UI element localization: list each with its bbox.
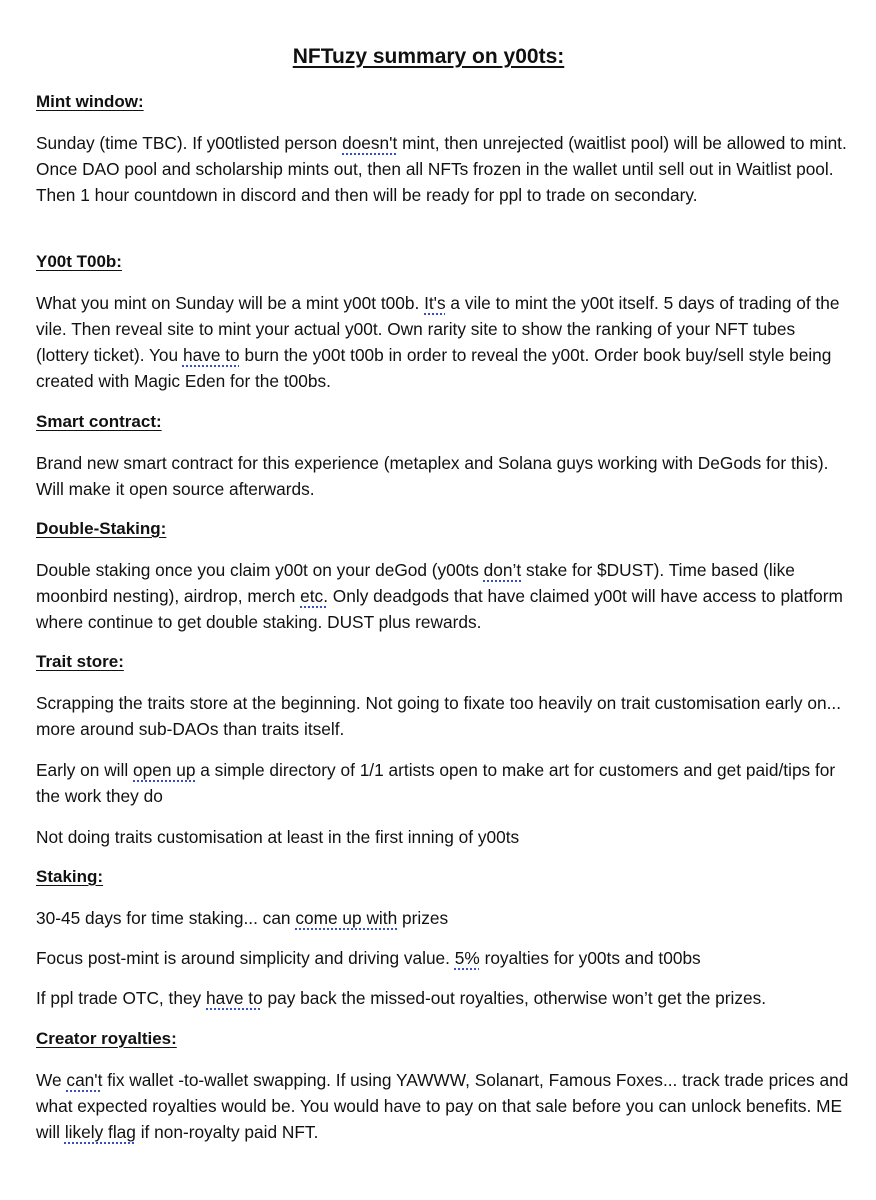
section-paragraph: Not doing traits customisation at least in the first inning of y00ts xyxy=(36,827,520,847)
section-heading: Creator royalties: xyxy=(36,1029,177,1048)
grammar-flagged-word: etc. xyxy=(300,586,328,606)
grammar-flagged-word: don’t xyxy=(483,560,522,580)
section-heading: Y00t T00b: xyxy=(36,252,122,271)
grammar-flagged-word: have to xyxy=(182,345,240,365)
section-paragraph: Double staking once you claim y00t on your deGod (y00ts don’t stake for $DUST). Time based (like moonbird nesting), airdrop, merch etc. Only deadgods that have claimed y00t will have access to platform where continue to get double staking. DUST plus rewards. xyxy=(36,560,843,632)
section-paragraph: What you mint on Sunday will be a mint y00t t00b. It's a vile to mint the y00t itself. 5 days of trading of the vile. Then reveal site to mint your actual y00t. Own rarity site to show the ranking of your NFT tubes (lottery ticket). You have to burn the y00t t00b in order to reveal the y00t. Order book buy/sell style being created with Magic Eden for the t00bs. xyxy=(36,293,840,391)
section-paragraph: Brand new smart contract for this experience (metaplex and Solana guys working with DeGods for this). Will make it open source afterwards. xyxy=(36,453,829,499)
grammar-flagged-word: likely flag xyxy=(64,1122,136,1142)
grammar-flagged-word: It's xyxy=(424,293,446,313)
grammar-flagged-word: come up with xyxy=(295,908,398,928)
section-paragraph: Scrapping the traits store at the beginning. Not going to fixate too heavily on trait customisation early on... more around sub-DAOs than traits itself. xyxy=(36,693,841,739)
section-paragraph: If ppl trade OTC, they have to pay back the missed-out royalties, otherwise won’t get the prizes. xyxy=(36,988,767,1008)
section-heading: Mint window: xyxy=(36,92,144,111)
section-heading: Trait store: xyxy=(36,652,124,671)
section-heading: Staking: xyxy=(36,867,104,886)
section-paragraph: We can't fix wallet -to-wallet swapping. If using YAWWW, Solanart, Famous Foxes... track trade prices and what expected royalties would be. You would have to pay on that sale before you can unlock benefits. ME will likely flag if non-royalty paid NFT. xyxy=(36,1070,849,1142)
grammar-flagged-word: have to xyxy=(206,988,263,1008)
grammar-flagged-word: 5% xyxy=(454,948,480,968)
section-paragraph: Focus post-mint is around simplicity and driving value. 5% royalties for y00ts and t00bs xyxy=(36,948,701,968)
grammar-flagged-word: open up xyxy=(133,760,196,780)
section-heading: Double-Staking: xyxy=(36,519,167,538)
section-heading: Smart contract: xyxy=(36,412,162,431)
grammar-flagged-word: doesn't xyxy=(342,133,398,153)
section-paragraph: Sunday (time TBC). If y00tlisted person doesn't mint, then unrejected (waitlist pool) will be allowed to mint. Once DAO pool and scholarship mints out, then all NFTs frozen in the wallet until sell out in Waitlist pool. Then 1 hour countdown in discord and then will be ready for ppl to trade on secondary. xyxy=(36,133,847,205)
document-title: NFTuzy summary on y00ts: xyxy=(292,45,565,68)
section-paragraph: Early on will open up a simple directory of 1/1 artists open to make art for customers and get paid/tips for the work they do xyxy=(36,760,836,806)
grammar-flagged-word: can't xyxy=(66,1070,103,1090)
section-paragraph: 30-45 days for time staking... can come up with prizes xyxy=(36,908,449,928)
